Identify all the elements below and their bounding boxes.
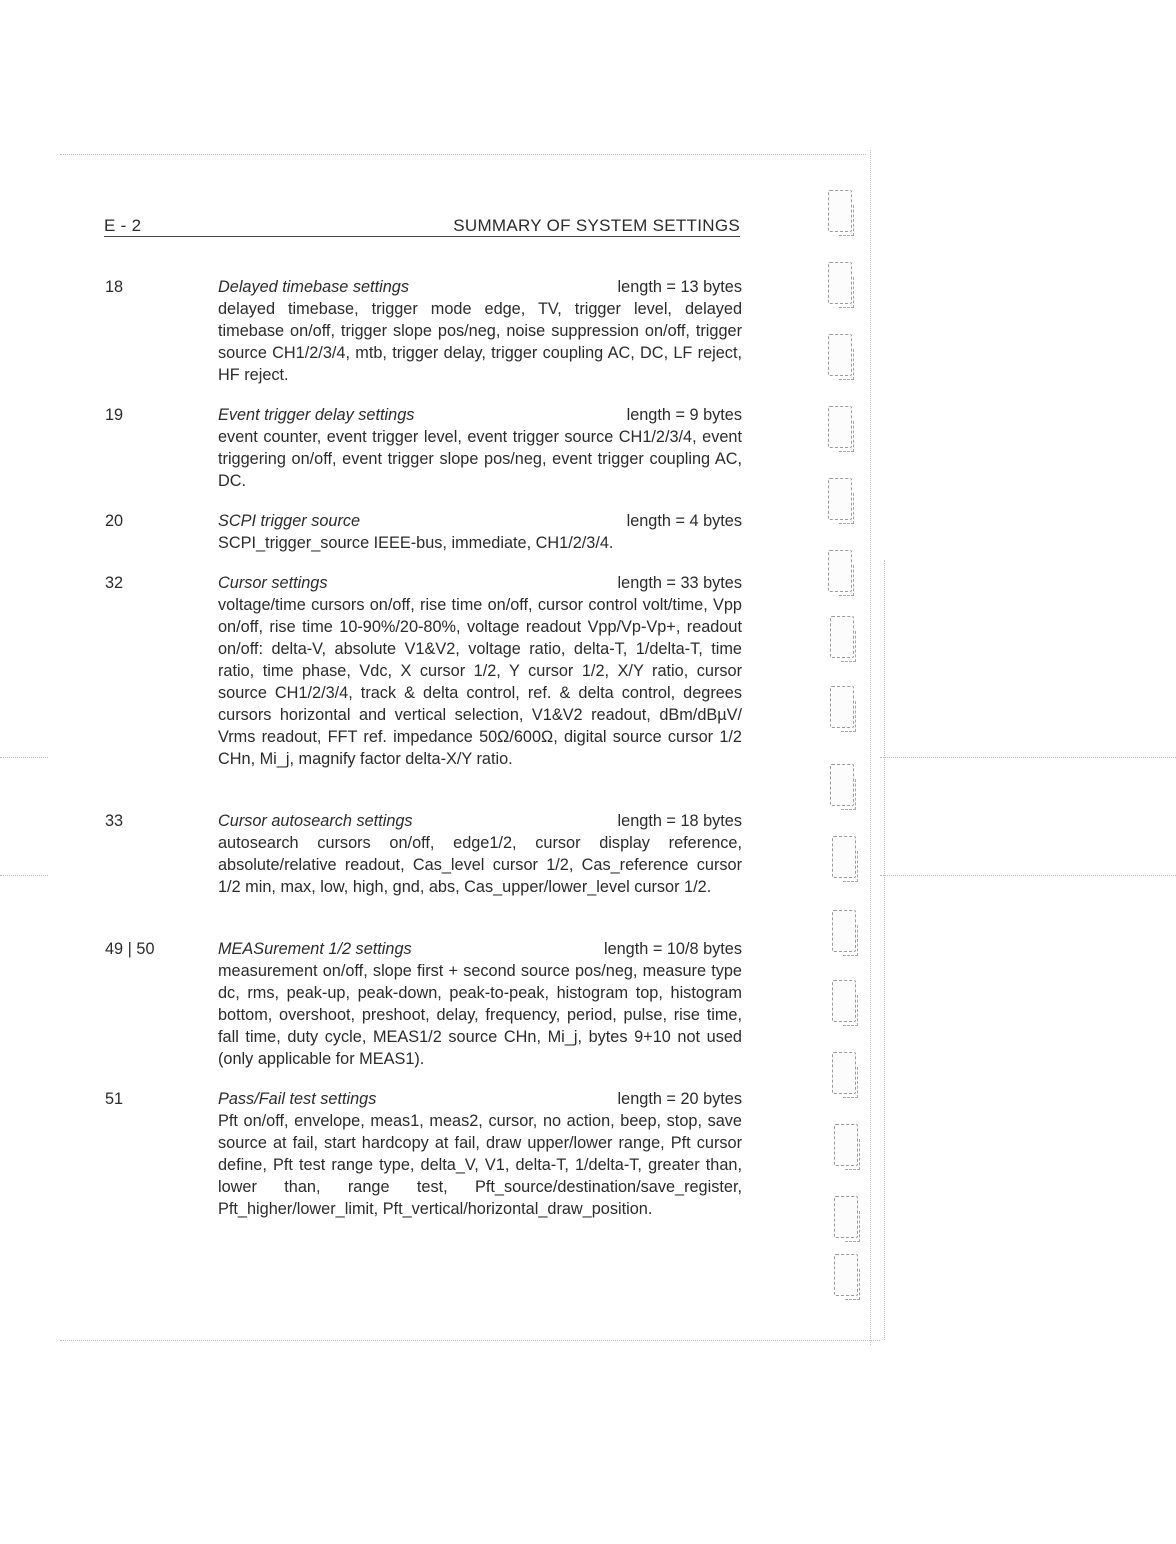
index-tab (830, 764, 854, 806)
index-tab (832, 980, 856, 1022)
index-tab (834, 1196, 858, 1238)
entry-description: SCPI_trigger_source IEEE-bus, immediate, CH1/2/3/4. (218, 534, 614, 552)
index-tab (828, 190, 852, 232)
entry-description: event counter, event trigger level, event trigger source CH1/2/3/4, event triggering on/off, event trigger slope pos/neg, event trigger coupling AC, DC. (218, 428, 742, 490)
page-header (104, 214, 740, 237)
scan-bottom-border (60, 1340, 880, 1341)
entry-number: 19 (105, 406, 124, 424)
entry-number: 18 (105, 278, 124, 296)
index-tab (832, 910, 856, 952)
entry-name: SCPI trigger source (218, 512, 361, 530)
entry-length: length = 4 bytes (626, 512, 742, 530)
page-number: E - 2 (104, 216, 142, 235)
entry-length: length = 20 bytes (617, 1090, 742, 1108)
entry-number: 33 (105, 812, 124, 830)
index-tab (832, 836, 856, 878)
scan-right-border-2 (884, 560, 885, 1340)
index-tab (828, 550, 852, 592)
index-tab (834, 1254, 858, 1296)
scan-left-mark-2 (0, 875, 48, 876)
index-tab (828, 334, 852, 376)
index-tab-strip (820, 180, 880, 1310)
index-tab (828, 478, 852, 520)
index-tab (830, 686, 854, 728)
scan-top-border (60, 154, 866, 155)
entry-length: length = 18 bytes (617, 812, 742, 830)
entry-description: autosearch cursors on/off, edge1/2, cursor display reference, absolute/relative readout, Cas_level cursor 1/2, Cas_reference cursor 1/2 min, max, low, high, gnd, abs, Cas_upper/lower_level cursor 1/2. (218, 834, 742, 896)
entry-name: Delayed timebase settings (218, 278, 409, 296)
entry-number: 20 (105, 512, 124, 530)
index-tab (828, 262, 852, 304)
entry-length: length = 33 bytes (617, 574, 742, 592)
entry-number: 49 | 50 (105, 940, 155, 958)
entry-length: length = 9 bytes (626, 406, 742, 424)
entry-number: 32 (105, 574, 124, 592)
scan-right-mark-1 (880, 757, 1176, 758)
entry-name: Event trigger delay settings (218, 406, 415, 424)
entry-length: length = 13 bytes (617, 278, 742, 296)
section-title: SUMMARY OF SYSTEM SETTINGS (453, 216, 740, 235)
entry-number: 51 (105, 1090, 124, 1108)
entry-name: Pass/Fail test settings (218, 1090, 377, 1108)
entry-description: voltage/time cursors on/off, rise time on/off, cursor control volt/time, Vpp on/off, rise time 10-90%/20-80%, voltage readout Vpp/Vp-Vp+, readout on/off: delta-V, absolute V1&V2, voltage ratio, delta-T, 1/delta-T, time ratio, time phase, Vdc, X cursor 1/2, Y cursor 1/2, X/Y ratio, cursor source CH1/2/3/4, track & delta control, ref. & delta control, degrees cursors horizontal and vertical selection, V1&V2 readout, dBm/dBµV/ Vrms readout, FFT ref. impedance 50Ω/600Ω, digital source cursor 1/2 CHn, Mi_j, magnify factor delta-X/Y ratio. (218, 596, 742, 768)
entry-description: Pft on/off, envelope, meas1, meas2, cursor, no action, beep, stop, save source at fail, start hardcopy at fail, draw upper/lower range, Pft cursor define, Pft test range type, delta_V, V1, delta-T, 1/delta-T, greater than, lower than, range test, Pft_source/destination/save_register, Pft_higher/lower_limit, Pft_vertical/horizontal_draw_position. (218, 1112, 742, 1218)
entry-length: length = 10/8 bytes (603, 940, 742, 958)
entry-name: Cursor autosearch settings (218, 812, 413, 830)
index-tab (830, 616, 854, 658)
index-tab (828, 406, 852, 448)
entry-description: measurement on/off, slope first + second source pos/neg, measure type dc, rms, peak-up, peak-down, peak-to-peak, histogram top, histogram bottom, overshoot, preshoot, delay, frequency, period, pulse, rise time, fall time, duty cycle, MEAS1/2 source CHn, Mi_j, bytes 9+10 not used (only applicable for MEAS1). (218, 962, 742, 1068)
entry-name: MEASurement 1/2 settings (218, 940, 412, 958)
entry-description: delayed timebase, trigger mode edge, TV, trigger level, delayed timebase on/off, trigger slope pos/neg, noise suppression on/off, trigger source CH1/2/3/4, mtb, trigger delay, trigger coupling AC, DC, LF reject, HF reject. (218, 300, 742, 384)
index-tab (832, 1052, 856, 1094)
index-tab (834, 1124, 858, 1166)
scan-left-mark-1 (0, 757, 48, 758)
scan-right-mark-2 (880, 875, 1176, 876)
entry-name: Cursor settings (218, 574, 328, 592)
